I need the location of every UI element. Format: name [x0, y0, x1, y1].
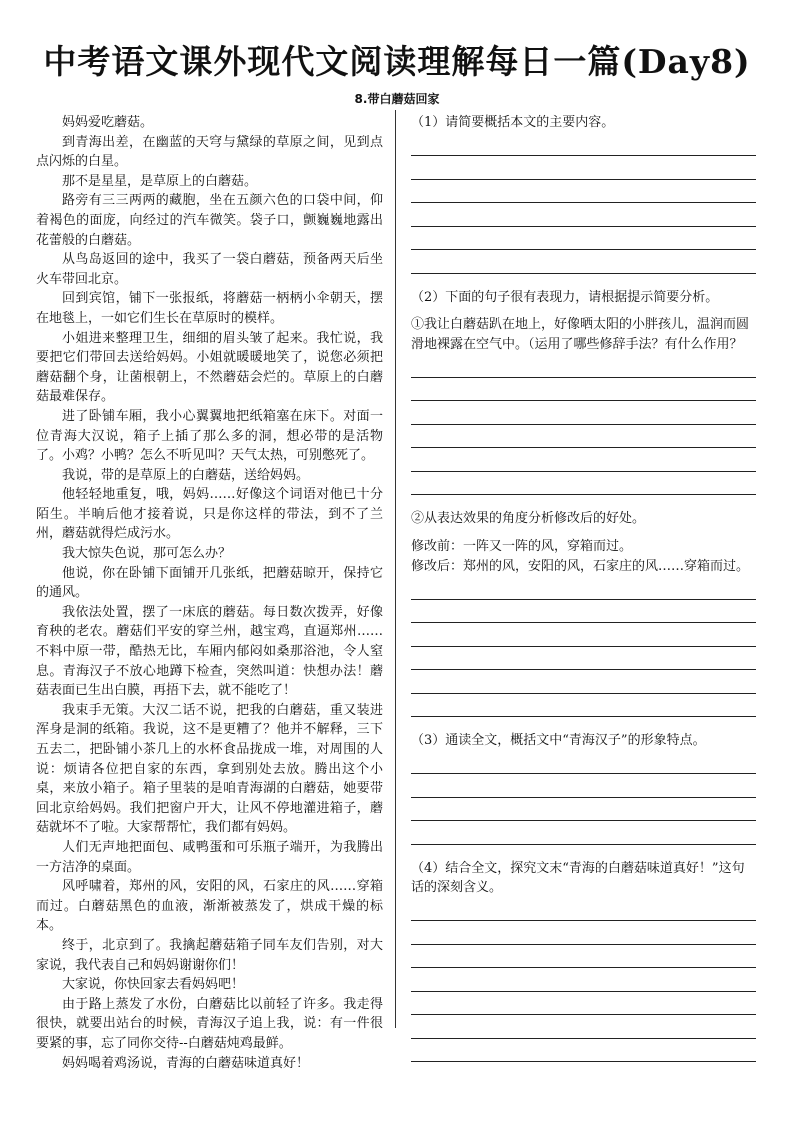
answer-line[interactable] — [411, 133, 756, 157]
answer-line[interactable] — [411, 1015, 756, 1039]
question-2a: ①我让白蘑菇趴在地上，好像晒太阳的小胖孩儿，温润而圆滑地裸露在空气中。（运用了哪些修辞手法？有什么作用？ — [411, 317, 750, 352]
answer-area-4[interactable] — [411, 898, 756, 1063]
article-paragraph: 我说，带的是草原上的白蘑菇，送给妈妈。 — [62, 467, 310, 483]
answer-area-3[interactable] — [411, 751, 756, 845]
question-2: （2）下面的句子很有表现力，请根据提示简要分析。 — [411, 289, 719, 305]
page-title: 中考语文课外现代文阅读理解每日一篇(Day8) — [43, 42, 751, 81]
article-title: 8.带白蘑菇回家 — [354, 92, 440, 106]
answer-line[interactable] — [411, 821, 756, 845]
answer-line[interactable] — [411, 354, 756, 378]
answer-line[interactable] — [411, 378, 756, 402]
answer-line[interactable] — [411, 600, 756, 624]
answer-line[interactable] — [411, 774, 756, 798]
answer-line[interactable] — [411, 227, 756, 251]
article-paragraph: 那不是星星，是草原上的白蘑菇。 — [62, 173, 258, 189]
article-paragraph: 路旁有三三两两的藏胞，坐在五颜六色的口袋中间，仰着褐色的面庞，向经过的汽车微笑。袋子口，颤巍巍地露出花蕾般的白蘑菇。 — [36, 193, 383, 248]
question-4: （4）结合全文，探究文末“青海的白蘑菇味道真好！”这句话的深刻含义。 — [411, 860, 745, 896]
question-2b: ②从表达效果的角度分析修改后的好处。 — [411, 511, 646, 527]
sentence-after-revision: 修改后：郑州的风，安阳的风，石家庄的风……穿箱而过。 — [411, 558, 750, 574]
article-body — [36, 113, 383, 1073]
answer-line[interactable] — [411, 921, 756, 945]
article-paragraph: 我束手无策。大汉二话不说，把我的白蘑菇，重又装进浑身是洞的纸箱。我说，这不是更糟了？他并不解释，三下五去二，把卧铺小茶几上的水杯食品拢成一堆，对周围的人说：烦请各位把自家的东西，拿到别处去放。腾出这个小桌，来放小箱子。箱子里装的是咱青海湖的白蘑菇，她要带回北京给妈妈。我们把窗户开大，让风不停地灌进箱子，蘑菇就坏不了啦。大家帮帮忙，我们都有妈妈。 — [36, 702, 383, 836]
answer-line[interactable] — [411, 250, 756, 274]
article-paragraph: 妈妈爱吃蘑菇。 — [62, 115, 154, 130]
article-paragraph: 回到宾馆，铺下一张报纸，将蘑菇一柄柄小伞朝天，摆在地毯上，一如它们生长在草原时的模样。 — [36, 291, 383, 326]
answer-line[interactable] — [411, 898, 756, 922]
answer-line[interactable] — [411, 623, 756, 647]
answer-line[interactable] — [411, 156, 756, 180]
question-1: （1）请简要概括本文的主要内容。 — [411, 115, 615, 130]
article-paragraph: 他轻轻地重复，哦，妈妈……好像这个词语对他已十分陌生。半晌后他才接着说，只是你这样的带法，到不了兰州，蘑菇就得烂成污水。 — [36, 487, 383, 542]
answer-line[interactable] — [411, 798, 756, 822]
answer-area-2b[interactable] — [411, 576, 756, 717]
article-paragraph: 我大惊失色说，那可怎么办？ — [62, 546, 232, 562]
answer-area-2a[interactable] — [411, 354, 756, 495]
article-paragraph: 风呼啸着，郑州的风，安阳的风，石家庄的风……穿箱而过。白蘑菇黑色的血液，渐渐被蒸发了，烘成干燥的标本。 — [36, 879, 383, 934]
answer-line[interactable] — [411, 647, 756, 671]
answer-line[interactable] — [411, 448, 756, 472]
article-paragraph: 从鸟岛返回的途中，我买了一袋白蘑菇，预备两天后坐火车带回北京。 — [36, 252, 383, 287]
answer-line[interactable] — [411, 945, 756, 969]
article-paragraph: 小姐进来整理卫生，细细的眉头皱了起来。我忙说，我要把它们带回去送给妈妈。小姐就暖暖地笑了，说您必须把蘑菇翻个身，让菌根朝上，不然蘑菇会烂的。草原上的白蘑菇最难保存。 — [36, 330, 383, 405]
questions-column — [411, 113, 756, 1062]
answer-line[interactable] — [411, 694, 756, 718]
answer-line[interactable] — [411, 576, 756, 600]
column-divider — [395, 110, 396, 1028]
answer-line[interactable] — [411, 401, 756, 425]
answer-line[interactable] — [411, 968, 756, 992]
answer-line[interactable] — [411, 670, 756, 694]
article-paragraph: 人们无声地把面包、咸鸭蛋和可乐瓶子端开，为我腾出一方洁净的桌面。 — [36, 839, 383, 875]
answer-line[interactable] — [411, 1039, 756, 1063]
answer-line[interactable] — [411, 992, 756, 1016]
answer-line[interactable] — [411, 425, 756, 449]
sentence-before-revision: 修改前：一阵又一阵的风，穿箱而过。 — [411, 538, 633, 554]
answer-line[interactable] — [411, 203, 756, 227]
article-paragraph: 终于，北京到了。我擒起蘑菇箱子同车友们告别，对大家说，我代表自己和妈妈谢谢你们！ — [36, 937, 383, 973]
answer-line[interactable] — [411, 180, 756, 204]
article-paragraph: 由于路上蒸发了水份，白蘑菇比以前轻了许多。我走得很快，就要出站台的时候，青海汉子追上我，说：有一件很要紧的事，忘了同你交待--白蘑菇炖鸡最鲜。 — [36, 996, 383, 1051]
answer-line[interactable] — [411, 472, 756, 496]
article-paragraph: 我依法处置，摆了一床底的蘑菇。每日数次拨弄，好像育秧的老农。蘑菇们平安的穿兰州，越宝鸡，直逼郑州……不料中原一带，酷热无比，车厢内郁闷如桑那浴池，令人窒息。青海汉子不放心地蹲下检查，突然叫道：快想办法！蘑菇表面已生出白膜，再捂下去，就不能吃了！ — [36, 604, 383, 699]
question-3: （3）通读全文，概括文中“青海汉子”的形象特点。 — [411, 733, 706, 749]
article-paragraph: 妈妈喝着鸡汤说，青海的白蘑菇味道真好！ — [62, 1055, 310, 1071]
article-paragraph: 大家说，你快回家去看妈妈吧！ — [62, 977, 245, 993]
article-paragraph: 进了卧铺车厢，我小心翼翼地把纸箱塞在床下。对面一位青海大汉说，箱子上插了那么多的洞，想必带的是活物了。小鸡？小鸭？怎么不听见叫？天气太热，可别憋死了。 — [36, 408, 383, 464]
answer-area-1[interactable] — [411, 133, 756, 274]
article-paragraph: 到青海出差，在幽蓝的天穹与黛绿的草原之间，见到点点闪烁的白星。 — [36, 134, 383, 170]
article-paragraph: 他说，你在卧铺下面铺开几张纸，把蘑菇晾开，保持它的通风。 — [36, 565, 383, 601]
answer-line[interactable] — [411, 751, 756, 775]
